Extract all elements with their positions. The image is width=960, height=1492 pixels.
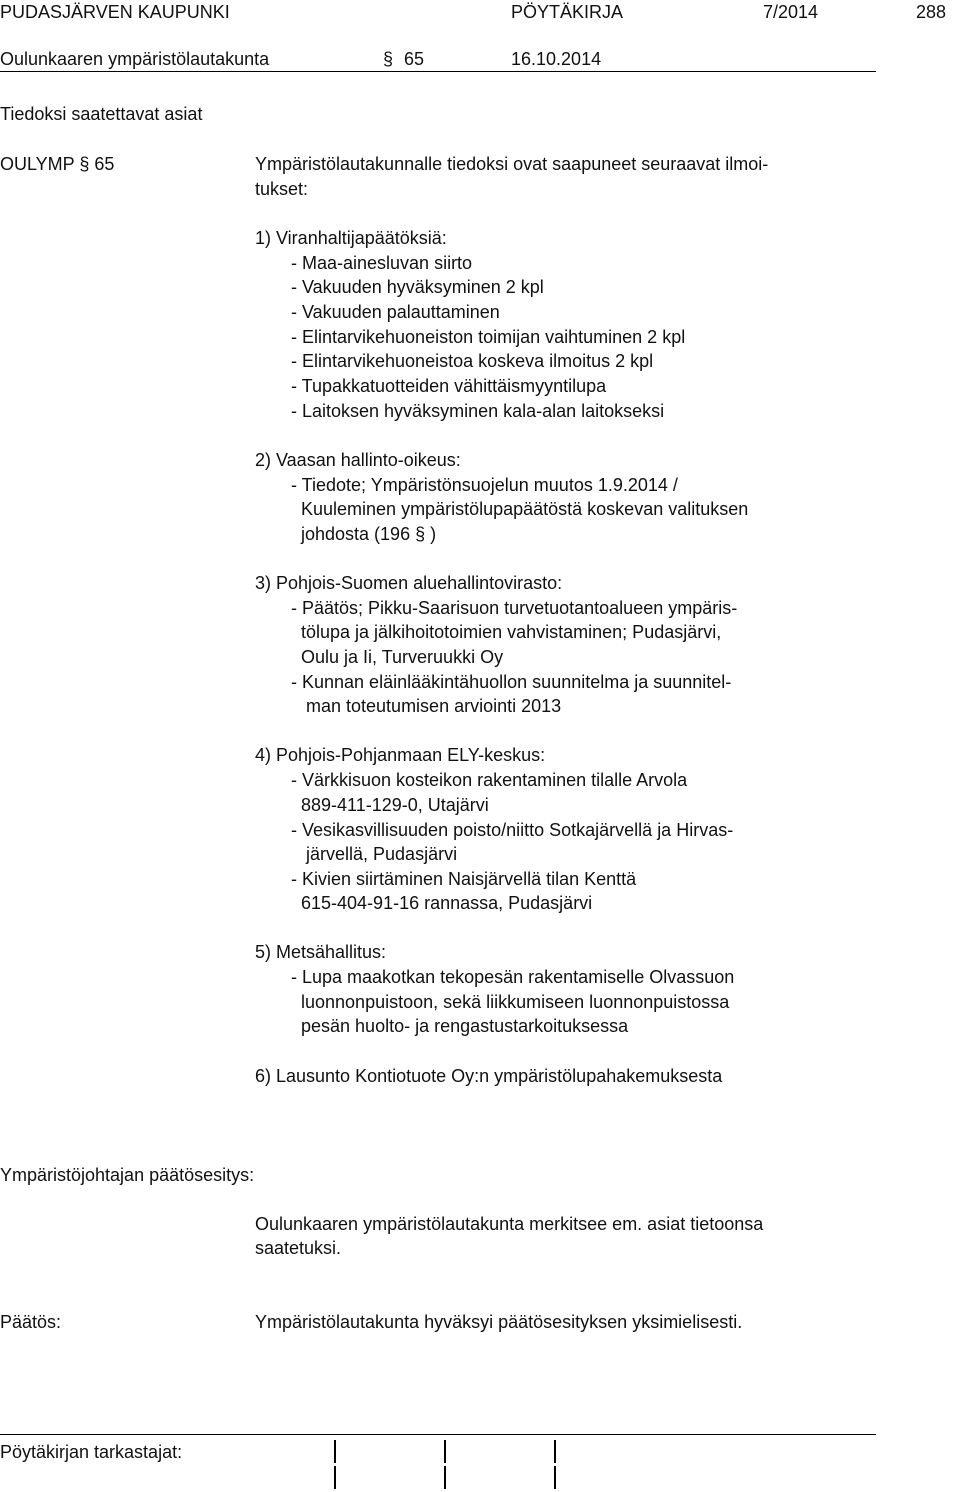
signature-field[interactable] [554,1440,556,1463]
item-5-line: pesän huolto- ja rengastustarkoituksessa [291,1016,629,1036]
proposal-text-line-2: saatetuksi. [255,1238,342,1258]
signature-field[interactable] [444,1440,446,1463]
item-1-line: - Laitoksen hyväksyminen kala-alan laitokseksi [291,401,665,421]
item-4-line: - Kivien siirtäminen Naisjärvellä tilan Kenttä [291,869,637,889]
decision-label: Päätös: [0,1312,62,1332]
reviewers-label: Pöytäkirjan tarkastajat: [0,1442,183,1462]
decision-text: Ympäristölautakunta hyväksyi päätösesityksen yksimielisesti. [255,1312,743,1332]
section-number: 65 [404,49,425,69]
signature-field[interactable] [444,1466,446,1489]
section-symbol: § [383,49,394,69]
item-2-heading: 2) Vaasan hallinto-oikeus: [255,450,461,470]
signature-field[interactable] [334,1440,336,1463]
section-code [0,152,114,177]
document-number: 7/2014 [763,2,819,22]
section-code-number: 65 [94,154,115,174]
item-3-line: Oulu ja Ii, Turveruukki Oy [291,647,504,667]
item-3-line: man toteutumisen arviointi 2013 [291,696,562,716]
item-1-line: - Elintarvikehuoneistoa koskeva ilmoitus 2 kpl [291,351,654,371]
item-2-line: johdosta (196 § ) [291,524,437,544]
signature-field[interactable] [554,1466,556,1489]
item-3-heading: 3) Pohjois-Suomen aluehallintovirasto: [255,573,563,593]
item-3-line: tölupa ja jälkihoitotoimien vahvistaminen; Pudasjärvi, [291,622,722,642]
intro-text-line-1: Ympäristölautakunnalle tiedoksi ovat saapuneet seuraavat ilmoi- [255,154,769,174]
proposal-text-line-1: Oulunkaaren ympäristölautakunta merkitsee em. asiat tietoonsa [255,1214,764,1234]
item-4-line: järvellä, Pudasjärvi [291,844,458,864]
item-4-heading: 4) Pohjois-Pohjanmaan ELY-keskus: [255,745,546,765]
item-4-line: 889-411-129-0, Utajärvi [291,795,489,815]
item-5-line: - Lupa maakotkan tekopesän rakentamiselle Olvassuon [291,967,735,987]
header-divider [0,71,876,72]
proposal-label: Ympäristöjohtajan päätösesitys: [0,1165,255,1185]
municipality-name: PUDASJÄRVEN KAUPUNKI [0,2,230,22]
page-number: 288 [916,2,947,22]
item-1-line: - Elintarvikehuoneiston toimijan vaihtuminen 2 kpl [291,327,686,347]
item-1-line: - Vakuuden hyväksyminen 2 kpl [291,277,544,297]
item-4-line: - Värkkisuon kosteikon rakentaminen tilalle Arvola [291,770,688,790]
item-3-line: - Kunnan eläinlääkintähuollon suunnitelma ja suunnitel- [291,672,732,692]
signature-field[interactable] [334,1466,336,1489]
item-1-heading: 1) Viranhaltijapäätöksiä: [255,228,447,248]
section-code-symbol: § [79,154,90,174]
item-5-line: luonnonpuistoon, sekä liikkumiseen luonnonpuistossa [291,992,730,1012]
item-4-line: - Vesikasvillisuuden poisto/niitto Sotkajärvellä ja Hirvas- [291,820,734,840]
section-code-label: OULYMP [0,154,75,174]
item-1-line: - Tupakkatuotteiden vähittäismyyntilupa [291,376,607,396]
section-title: Tiedoksi saatettavat asiat [0,104,203,124]
footer-divider [0,1434,876,1435]
item-2-line: - Tiedote; Ympäristönsuojelun muutos 1.9.2014 / [291,475,678,495]
meeting-date: 16.10.2014 [511,49,602,69]
item-6-heading: 6) Lausunto Kontiotuote Oy:n ympäristölupahakemuksesta [255,1066,723,1086]
intro-text-line-2: tukset: [255,179,309,199]
item-1-line: - Vakuuden palauttaminen [291,302,500,322]
committee-name: Oulunkaaren ympäristölautakunta [0,49,270,69]
item-2-line: Kuuleminen ympäristölupapäätöstä koskevan valituksen [291,499,749,519]
document-type: PÖYTÄKIRJA [511,2,624,22]
item-1-line: - Maa-ainesluvan siirto [291,253,473,273]
item-5-heading: 5) Metsähallitus: [255,942,387,962]
item-3-line: - Päätös; Pikku-Saarisuon turvetuotantoalueen ympäris- [291,598,738,618]
item-4-line: 615-404-91-16 rannassa, Pudasjärvi [291,893,593,913]
